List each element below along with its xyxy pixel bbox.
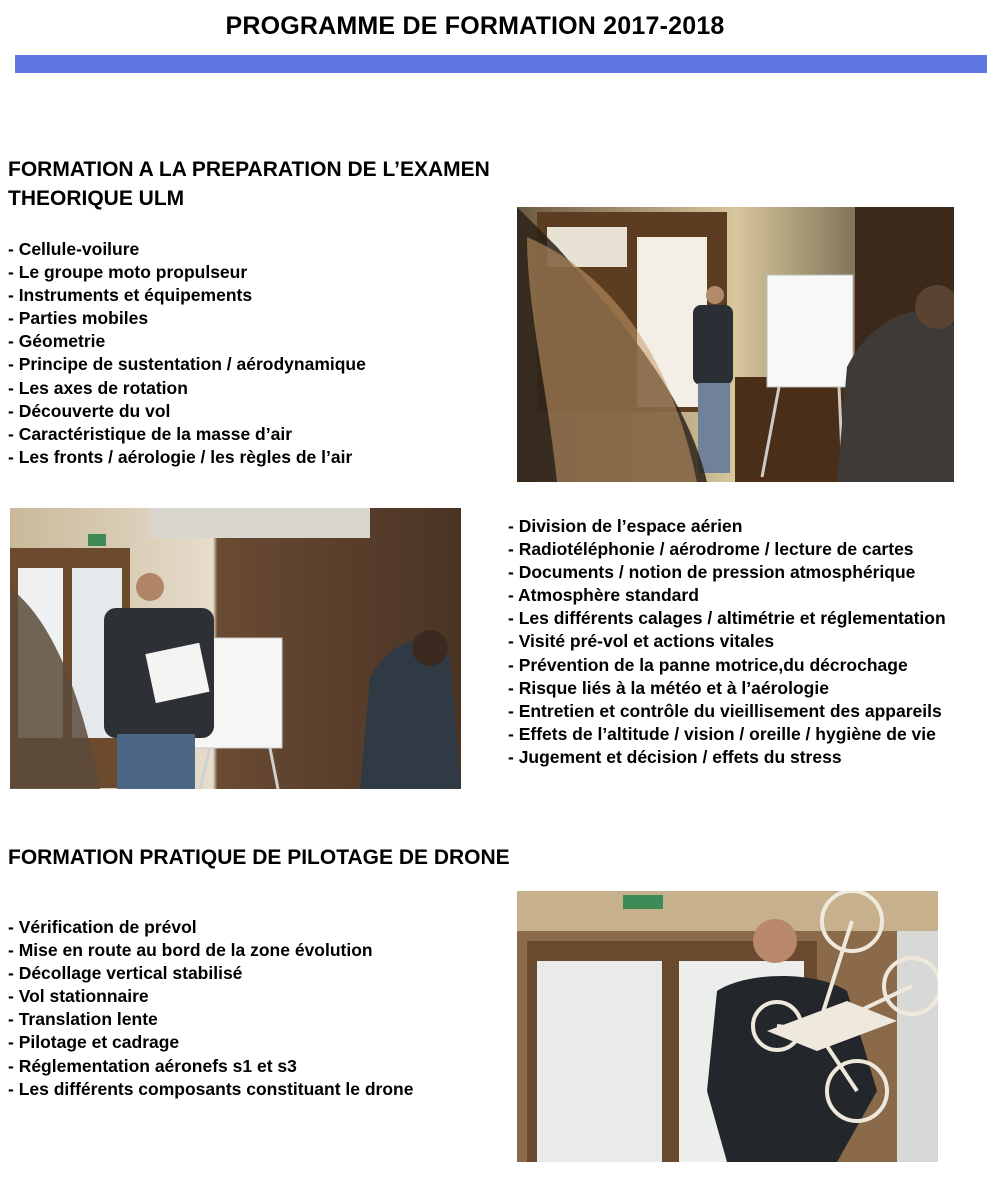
- list-item: - Risque liés à la météo et à l’aérologie: [508, 677, 829, 698]
- ulm-heading-line1: FORMATION A LA PREPARATION DE L’EXAMEN: [8, 158, 490, 181]
- list-item: - Entretien et contrôle du vieillisement des appareils: [508, 700, 942, 721]
- list-item: - Principe de sustentation / aérodynamique: [8, 354, 366, 375]
- document-title: PROGRAMME DE FORMATION 2017-2018: [225, 12, 725, 40]
- list-item: - Pilotage et cadrage: [8, 1032, 180, 1053]
- list-item: - Parties mobiles: [8, 308, 149, 329]
- list-item: - Atmosphère standard: [508, 585, 699, 606]
- list-item: - Géometrie: [8, 331, 106, 352]
- ulm-section-heading: [8, 155, 490, 213]
- list-item: - Radiotéléphonie / aérodrome / lecture de cartes: [508, 539, 914, 560]
- list-item: - Caractéristique de la masse d’air: [8, 423, 293, 444]
- list-item: - Visité pré-vol et actions vitales: [508, 631, 775, 652]
- list-item: - Les différents composants constituant le drone: [8, 1078, 414, 1099]
- drone-section-heading: FORMATION PRATIQUE DE PILOTAGE DE DRONE: [8, 846, 510, 869]
- list-item: - Réglementation aéronefs s1 et s3: [8, 1055, 297, 1076]
- drone-photo: [517, 891, 938, 1162]
- list-item: - Vol stationnaire: [8, 986, 149, 1007]
- list-item: - Prévention de la panne motrice,du décrochage: [508, 654, 908, 675]
- ulm-topics-list-a: [8, 238, 366, 469]
- title-divider-bar: [15, 55, 987, 73]
- list-item: - Division de l’espace aérien: [508, 516, 743, 536]
- list-item: - Effets de l’altitude / vision / oreille / hygiène de vie: [508, 723, 936, 744]
- list-item: - Cellule-voilure: [8, 239, 140, 259]
- list-item: - Les fronts / aérologie / les règles de l’air: [8, 446, 353, 467]
- list-item: - Décollage vertical stabilisé: [8, 963, 243, 984]
- list-item: - Le groupe moto propulseur: [8, 262, 248, 283]
- list-item: - Vérification de prévol: [8, 917, 197, 937]
- list-item: - Instruments et équipements: [8, 285, 253, 306]
- ulm-topics-list-b: [508, 515, 946, 769]
- list-item: - Documents / notion de pression atmosphérique: [508, 562, 916, 583]
- classroom-photo-2: [10, 508, 461, 789]
- list-item: - Découverte du vol: [8, 400, 171, 421]
- list-item: - Les différents calages / altimétrie et réglementation: [508, 608, 946, 629]
- list-item: - Mise en route au bord de la zone évolution: [8, 940, 373, 961]
- list-item: - Jugement et décision / effets du stress: [508, 746, 842, 767]
- list-item: - Translation lente: [8, 1009, 158, 1030]
- drone-topics-list: [8, 916, 413, 1101]
- ulm-heading-line2: THEORIQUE ULM: [8, 187, 185, 210]
- classroom-photo-1: [517, 207, 954, 482]
- list-item: - Les axes de rotation: [8, 377, 188, 398]
